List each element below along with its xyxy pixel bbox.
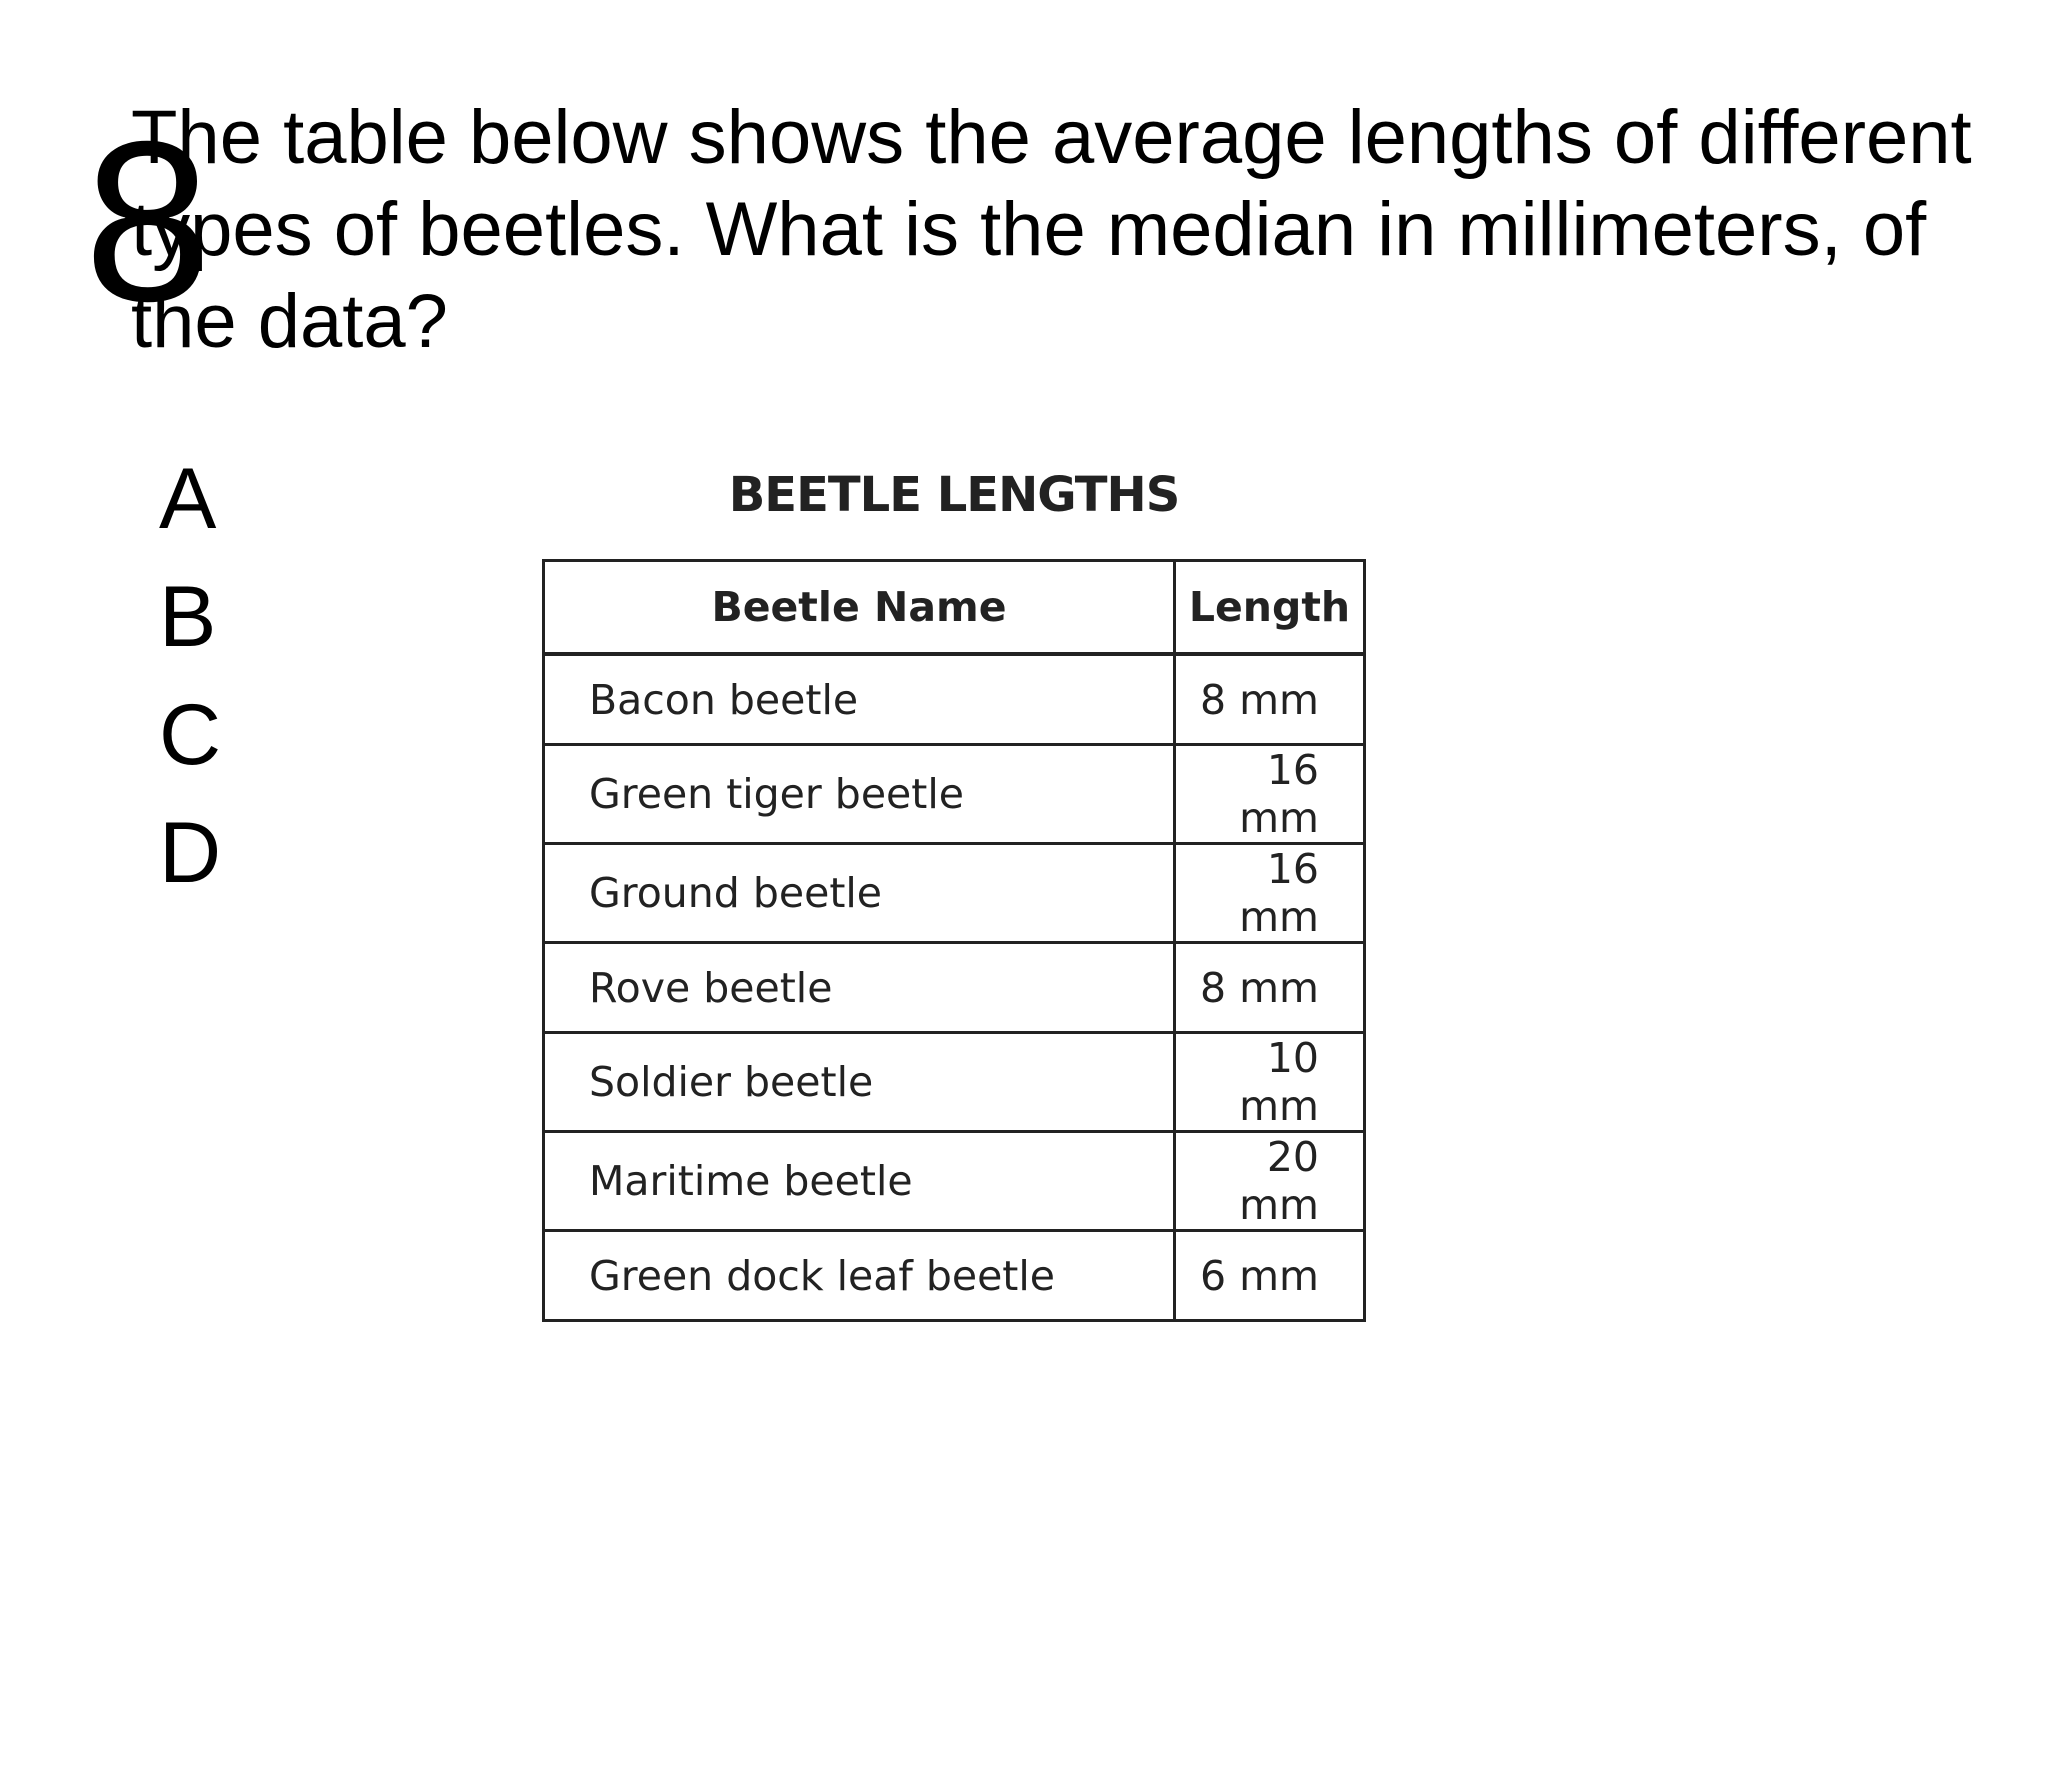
table-row — [544, 745, 1365, 844]
beetle-length-cell: 16 mm — [1175, 844, 1365, 943]
beetle-name-cell: Green tiger beetle — [544, 745, 1175, 844]
beetle-length-cell: 20 mm — [1175, 1132, 1365, 1231]
table-header-row — [544, 561, 1365, 655]
question-text: The table below shows the average lengths of different types of beetles. What is the median in millimeters, of the data? — [131, 95, 1972, 364]
table-row — [544, 943, 1365, 1033]
table-row — [544, 844, 1365, 943]
choice-c[interactable]: C — [159, 687, 222, 783]
beetle-name-cell: Rove beetle — [544, 943, 1175, 1033]
beetle-length-cell: 8 mm — [1175, 943, 1365, 1033]
table-row — [544, 1231, 1365, 1321]
table-title: BEETLE LENGTHS — [728, 467, 1180, 523]
beetle-name-cell: Maritime beetle — [544, 1132, 1175, 1231]
beetle-length-cell: 10 mm — [1175, 1033, 1365, 1132]
table-row — [544, 1033, 1365, 1132]
answer-choices — [159, 440, 221, 912]
beetle-name-cell: Soldier beetle — [544, 1033, 1175, 1132]
beetle-name-cell: Green dock leaf beetle — [544, 1231, 1175, 1321]
question-number: 8 — [84, 95, 211, 349]
choice-b[interactable]: B — [159, 569, 217, 665]
beetle-length-cell: 6 mm — [1175, 1231, 1365, 1321]
beetle-name-cell: Ground beetle — [544, 844, 1175, 943]
beetle-name-cell: Bacon beetle — [544, 654, 1175, 745]
table-row — [544, 654, 1365, 745]
beetle-lengths-table — [542, 559, 1366, 1322]
header-length: Length — [1175, 561, 1365, 655]
beetle-length-cell: 8 mm — [1175, 654, 1365, 745]
header-beetle-name: Beetle Name — [544, 561, 1175, 655]
beetle-length-cell: 16 mm — [1175, 745, 1365, 844]
choice-d[interactable]: D — [159, 805, 222, 901]
table-row — [544, 1132, 1365, 1231]
choice-a[interactable]: A — [159, 451, 217, 547]
